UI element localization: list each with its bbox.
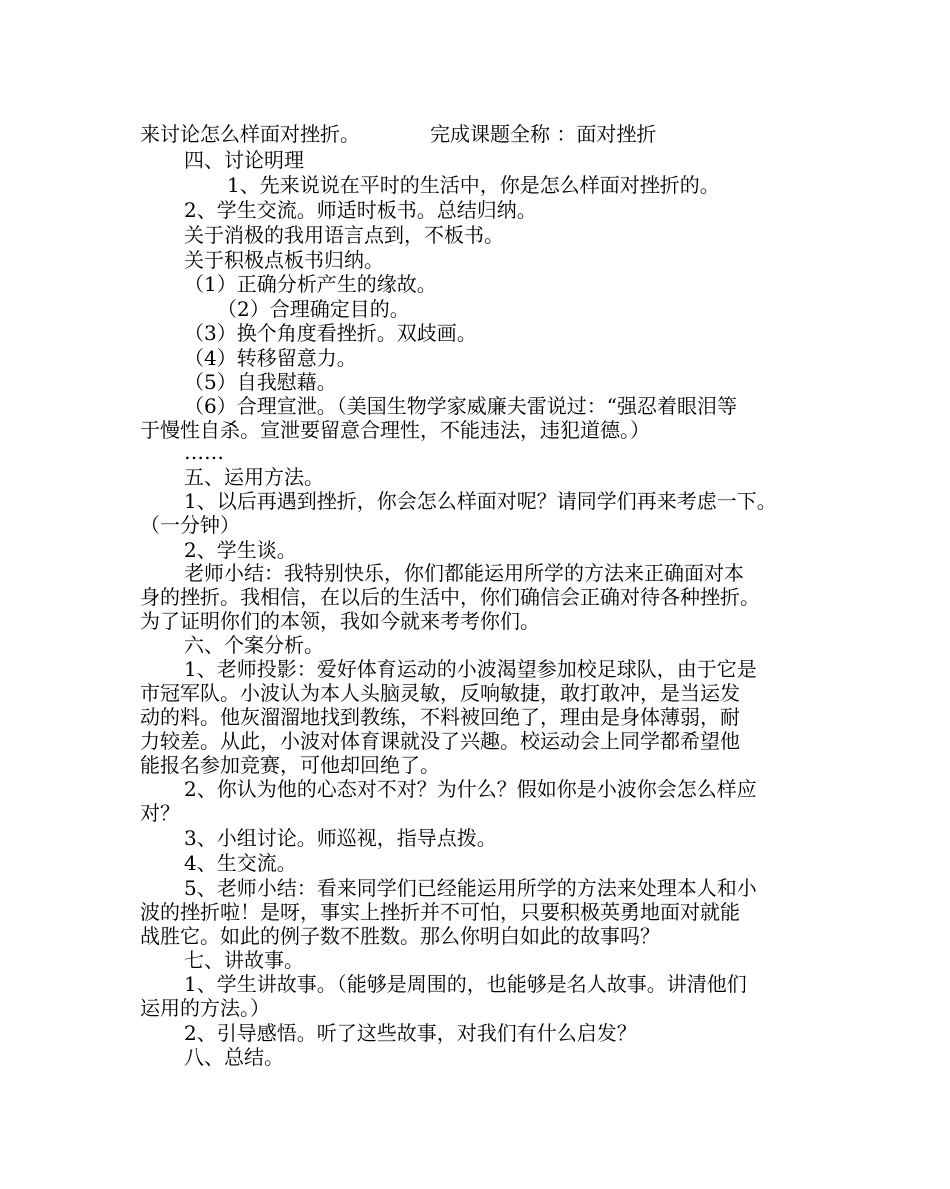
text-line: （一分钟） [140,513,240,537]
list-item: （5）自我慰藉。 [184,370,337,394]
text-line: 市冠军队。小波认为本人头脑灵敏，反响敏捷，敢打敢冲，是当运发 [140,681,740,705]
text-line: 1、以后再遇到挫折，你会怎么样面对呢？请同学们再来考虑一下。 [184,489,777,513]
text-line: 1、老师投影：爱好体育运动的小波渴望参加校足球队，由于它是 [184,657,757,681]
text-line: 为了证明你们的本领，我如今就来考考你们。 [140,609,540,633]
text-line: 波的挫折啦！是呀，事实上挫折并不可怕，只要积极英勇地面对就能 [140,900,740,924]
text-line: 2、学生谈。 [184,538,297,562]
text-line: 2、引导感悟。听了这些故事，对我们有什么启发？ [184,1021,637,1045]
text-line: 3、小组讨论。师巡视，指导点拨。 [184,826,497,850]
text-line: 运用的方法。） [140,996,270,1020]
text-line: 能报名参加竞赛，可他却回绝了。 [140,753,440,777]
text-line: 老师小结：我特别快乐，你们都能运用所学的方法来正确面对本 [184,561,744,585]
text-line: 关于消极的我用语言点到，不板书。 [184,223,504,247]
list-item: （4）转移留意力。 [184,346,357,370]
text-segment: 来讨论怎么样面对挫折。 [140,122,360,146]
text-line: 动的料。他灰溜溜地找到教练，不料被回绝了，理由是身体薄弱，耐 [140,705,740,729]
section-heading: 六、个案分析。 [184,633,324,657]
section-heading: 七、讲故事。 [184,948,304,972]
text-line: 力较差。从此，小波对体育课就没了兴趣。校运动会上同学都希望他 [140,729,740,753]
section-heading: 四、讨论明理 [184,148,304,172]
text-segment: 完成课题全称 ：面对挫折 [430,122,657,146]
text-line: 于慢性自杀。宣泄要留意合理性，不能违法，违犯道德。） [140,418,650,442]
text-line [140,122,656,146]
list-item: （1）正确分析产生的缘故。 [184,272,437,296]
list-item: （6）合理宣泄。（美国生物学家威廉夫雷说过：“强忍着眼泪等 [184,394,737,418]
text-line: 战胜它。如此的例子数不胜数。那么你明白如此的故事吗？ [140,924,660,948]
text-line: 1、学生讲故事。（能够是周围的，也能够是名人故事。讲清他们 [184,972,747,996]
text-line: 对？ [140,801,180,825]
list-item: （2）合理确定目的。 [217,297,410,321]
section-heading: 五、运用方法。 [184,465,324,489]
text-line: 4、生交流。 [184,851,297,875]
ellipsis: …… [184,440,224,464]
list-item: （3）换个角度看挫折。双歧画。 [184,321,477,345]
text-line: 5、老师小结：看来同学们已经能运用所学的方法来处理本人和小 [184,876,757,900]
section-heading: 八、总结。 [184,1045,284,1069]
text-line: 身的挫折。我相信，在以后的生活中，你们确信会正确对待各种挫折。 [140,585,760,609]
text-line: 2、你认为他的心态对不对？为什么？假如你是小波你会怎么样应 [184,777,757,801]
text-line: 关于积极点板书归纳。 [184,248,384,272]
text-line: 2、学生交流。师适时板书。总结归纳。 [184,198,537,222]
text-line: 1、先来说说在平时的生活中，你是怎么样面对挫折的。 [227,173,720,197]
